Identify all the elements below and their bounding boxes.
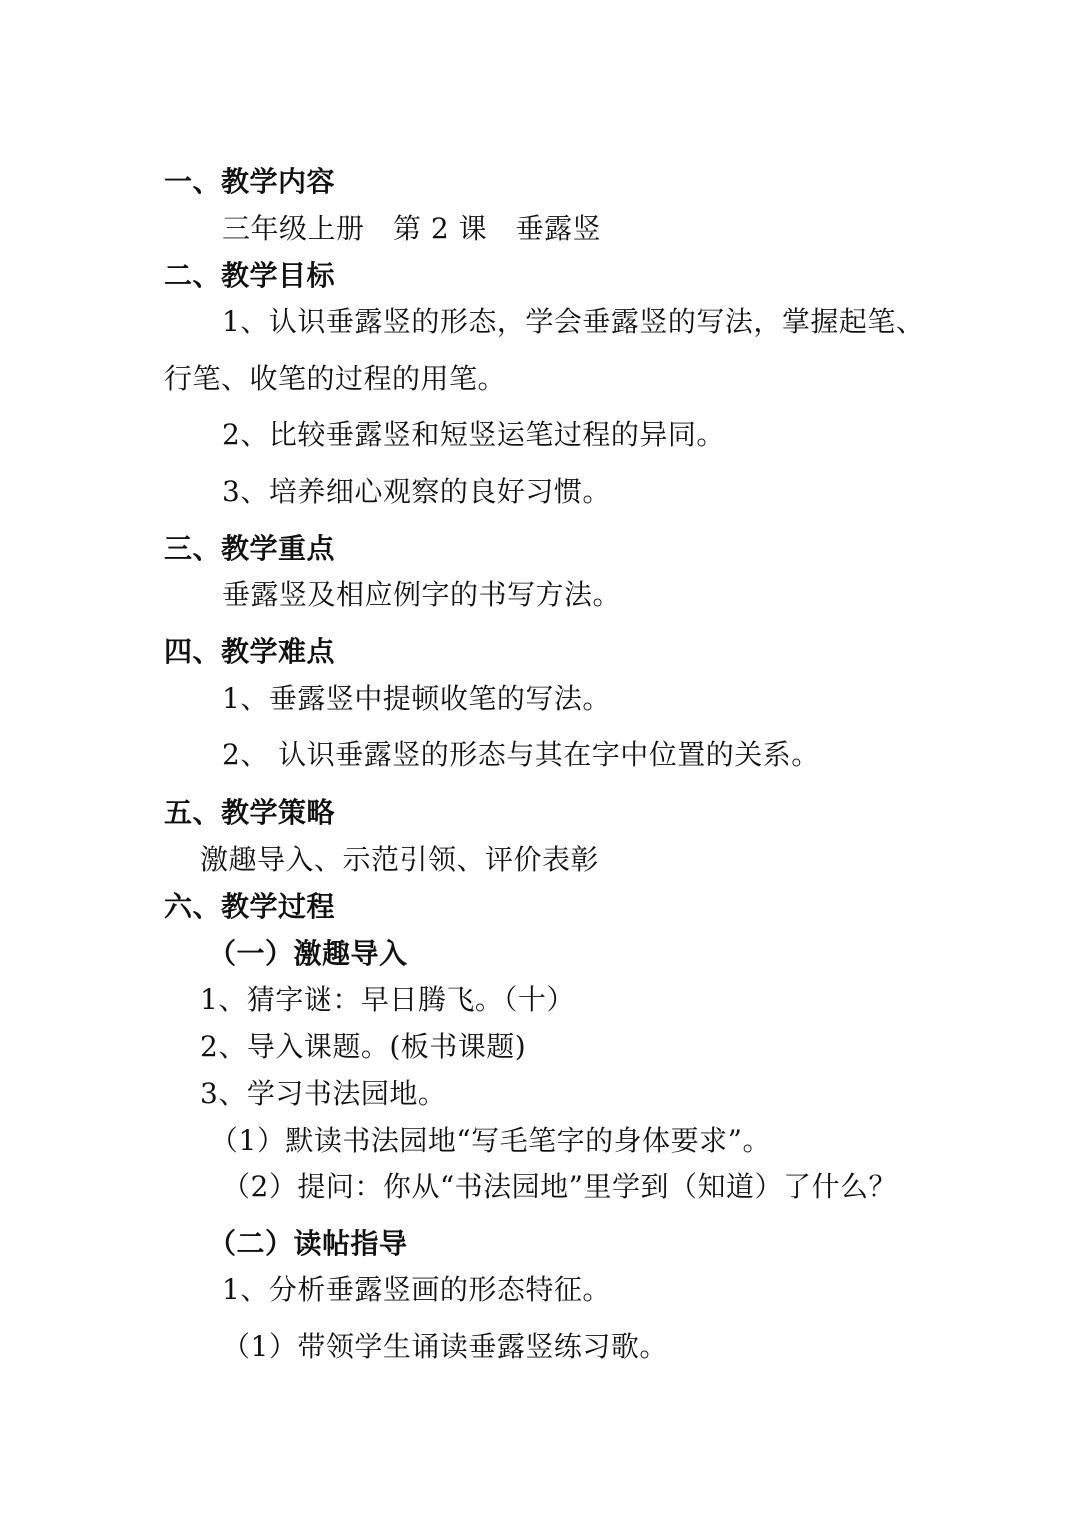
goal-item-2: 2、比较垂露竖和短竖运笔过程的异同。 [222,418,725,451]
section-heading-content: 一、教学内容 [164,165,336,198]
process-part-1-title: （一）激趣导入 [208,937,408,970]
section-heading-difficulty: 四、教学难点 [164,635,336,668]
difficulty-item-2: 2、 认识垂露竖的形态与其在字中位置的关系。 [222,738,820,771]
keypoint-text: 垂露竖及相应例字的书写方法。 [222,578,622,611]
strategy-text: 激趣导入、示范引领、评价表彰 [200,843,600,876]
process-part-1-sub-1: （1）默读书法园地“写毛笔字的身体要求”。 [210,1124,771,1157]
process-part-2-title: （二）读帖指导 [208,1227,408,1260]
process-part-1-item-1: 1、猜字谜：早日腾飞。（十） [200,983,575,1016]
process-part-1-item-2: 2、导入课题。(板书课题) [200,1030,527,1063]
process-part-1-sub-2: （2）提问：你从“书法园地”里学到（知道）了什么？ [222,1170,897,1203]
goal-item-1-b: 行笔、收笔的过程的用笔。 [164,362,507,395]
section-heading-process: 六、教学过程 [164,890,336,923]
process-part-2-sub-1: （1）带领学生诵读垂露竖练习歌。 [222,1330,668,1363]
goal-item-3: 3、培养细心观察的良好习惯。 [222,475,611,508]
section-heading-strategy: 五、教学策略 [164,796,336,829]
difficulty-item-1: 1、垂露竖中提顿收笔的写法。 [222,682,611,715]
section-heading-goals: 二、教学目标 [164,259,336,292]
process-part-1-item-3: 3、学习书法园地。 [200,1077,447,1110]
process-part-2-item-1: 1、分析垂露竖画的形态特征。 [222,1273,611,1306]
goal-item-1-a: 1、认识垂露竖的形态，学会垂露竖的写法，掌握起笔、 [222,305,925,338]
section-heading-keypoint: 三、教学重点 [164,532,336,565]
section-text-content: 三年级上册 第 2 课 垂露竖 [222,212,602,245]
